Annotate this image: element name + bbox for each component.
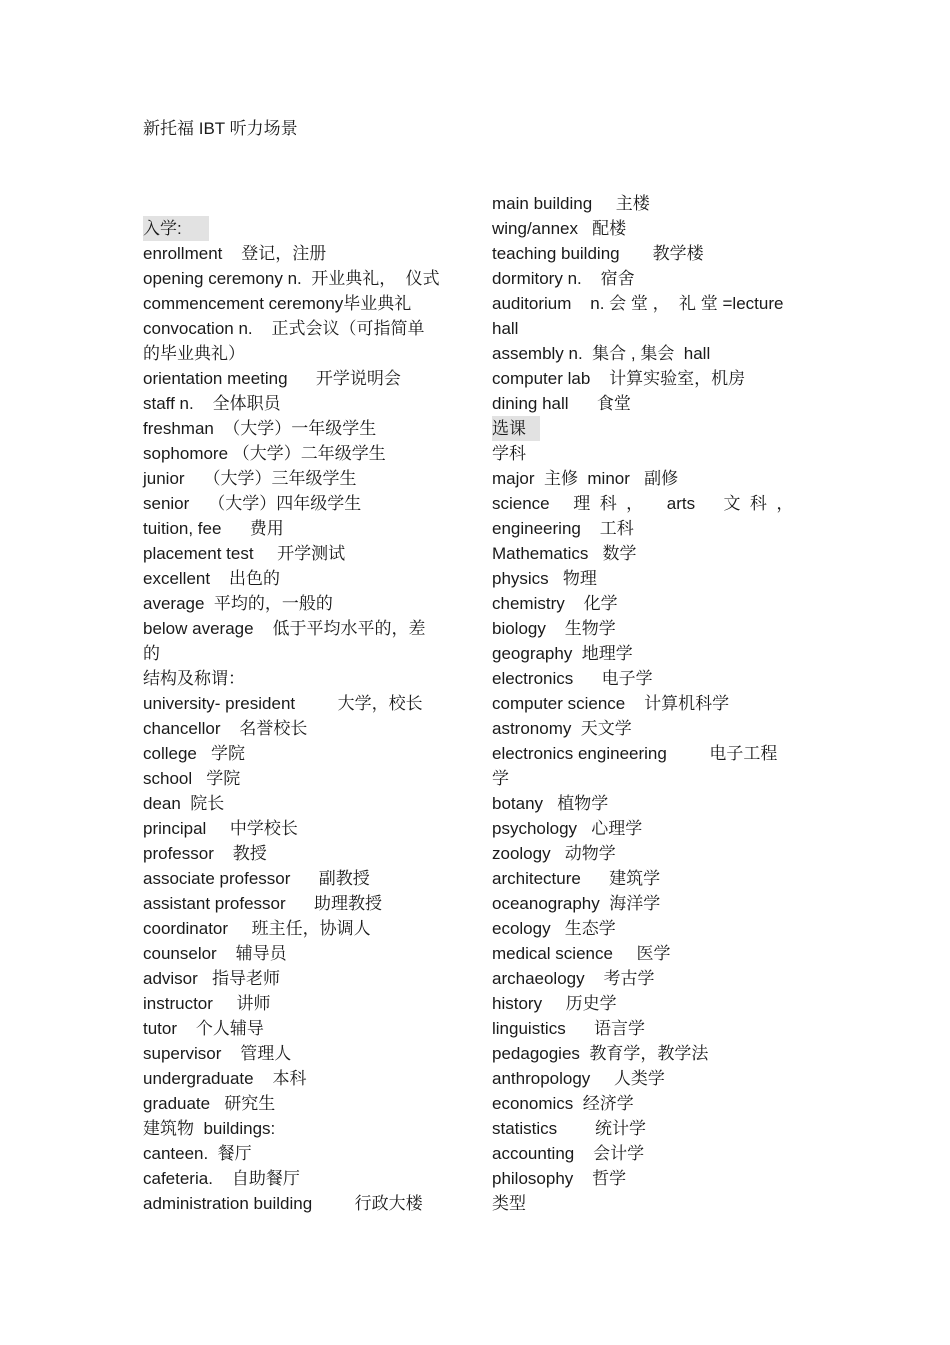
vocab-text: 结构及称谓：: [143, 669, 245, 688]
vocab-line: [492, 1041, 807, 1066]
vocab-line: [492, 566, 807, 591]
vocab-line: [143, 291, 458, 316]
vocab-text: professor 教授: [143, 844, 267, 863]
vocab-line: [492, 516, 807, 541]
vocab-line: [143, 841, 458, 866]
vocab-text: coordinator 班主任，协调人: [143, 919, 371, 938]
vocab-line: [143, 366, 458, 391]
vocab-text: advisor 指导老师: [143, 969, 280, 988]
vocab-text: ecology 生态学: [492, 919, 616, 938]
vocab-line: [492, 891, 807, 916]
vocab-text: assistant professor 助理教授: [143, 894, 383, 913]
vocab-line: [492, 216, 807, 241]
vocab-line: [143, 741, 458, 766]
vocab-line: [143, 716, 458, 741]
vocab-text: 建筑物 buildings:: [143, 1119, 276, 1138]
vocab-text: undergraduate 本科: [143, 1069, 307, 1088]
vocab-text: orientation meeting 开学说明会: [143, 369, 401, 388]
vocab-text: zoology 动物学: [492, 844, 616, 863]
vocab-text: school 学院: [143, 769, 241, 788]
vocab-line: [143, 991, 458, 1016]
vocab-text: placement test 开学测试: [143, 544, 346, 563]
vocab-text: excellent 出色的: [143, 569, 280, 588]
vocab-line: [143, 341, 458, 366]
vocab-line: [143, 791, 458, 816]
vocab-text: college 学院: [143, 744, 246, 763]
vocab-line: [492, 316, 807, 341]
vocab-line: [492, 616, 807, 641]
vocab-text: dining hall 食堂: [492, 394, 631, 413]
vocab-line: [143, 691, 458, 716]
vocab-line: [492, 766, 807, 791]
vocab-text: staff n. 全体职员: [143, 394, 281, 413]
vocab-line: [492, 1191, 807, 1216]
vocab-line: [143, 516, 458, 541]
vocab-text: canteen. 餐厅: [143, 1144, 252, 1163]
vocab-text: linguistics 语言学: [492, 1019, 646, 1038]
vocab-text: instructor 讲师: [143, 994, 271, 1013]
vocab-line: [143, 216, 458, 241]
vocab-text: senior （大学）四年级学生: [143, 494, 362, 513]
vocab-line: [492, 441, 807, 466]
vocab-line: [492, 691, 807, 716]
vocab-text: opening ceremony n. 开业典礼， 仪式: [143, 269, 440, 288]
vocab-line: [492, 1166, 807, 1191]
vocab-line: [143, 1166, 458, 1191]
vocab-line: [492, 641, 807, 666]
document-title: 新托福 IBT 听力场景: [143, 119, 298, 138]
vocab-line: [143, 1091, 458, 1116]
vocab-text: geography 地理学: [492, 644, 633, 663]
vocab-text: junior （大学）三年级学生: [143, 469, 357, 488]
vocab-line: [492, 266, 807, 291]
vocab-text: pedagogies 教育学，教学法: [492, 1044, 709, 1063]
vocab-line: [143, 1141, 458, 1166]
vocab-text: dean 院长: [143, 794, 225, 813]
vocab-text: freshman （大学）一年级学生: [143, 419, 377, 438]
vocab-text: principal 中学校长: [143, 819, 298, 838]
right-column: [492, 191, 807, 1216]
vocab-text: associate professor 副教授: [143, 869, 370, 888]
left-column: [143, 191, 458, 1216]
vocab-line: [143, 1191, 458, 1216]
vocab-text: sophomore （大学）二年级学生: [143, 444, 386, 463]
vocab-text: average 平均的，一般的: [143, 594, 333, 613]
vocab-text: electronics 电子学: [492, 669, 653, 688]
vocab-text: below average 低于平均水平的，差: [143, 619, 426, 638]
vocab-text: anthropology 人类学: [492, 1069, 665, 1088]
vocab-text: biology 生物学: [492, 619, 616, 638]
vocab-text: university- president 大学，校长: [143, 694, 423, 713]
vocab-text: botany 植物学: [492, 794, 609, 813]
vocab-text: graduate 研究生: [143, 1094, 276, 1113]
vocab-text: physics 物理: [492, 569, 597, 588]
vocab-line: [143, 566, 458, 591]
vocab-line: [143, 1041, 458, 1066]
vocab-text: history 历史学: [492, 994, 617, 1013]
vocab-line: [143, 916, 458, 941]
vocab-text: tutor 个人辅导: [143, 1019, 264, 1038]
vocab-text: architecture 建筑学: [492, 869, 661, 888]
vocab-line: [143, 591, 458, 616]
vocab-line: [143, 541, 458, 566]
section-heading: 选课: [492, 416, 540, 441]
vocab-text: electronics engineering 电子工程: [492, 744, 778, 763]
vocab-line: [492, 491, 807, 516]
vocab-line: [143, 266, 458, 291]
vocab-text: oceanography 海洋学: [492, 894, 661, 913]
vocab-text: 的毕业典礼）: [143, 344, 245, 363]
vocab-line: [492, 791, 807, 816]
vocab-line: [492, 866, 807, 891]
vocab-text: major 主修 minor 副修: [492, 469, 679, 488]
vocab-text: 类型: [492, 1194, 526, 1213]
vocab-text: engineering 工科: [492, 519, 634, 538]
vocab-text: [143, 194, 148, 213]
vocab-line: [492, 1116, 807, 1141]
vocab-line: [492, 966, 807, 991]
vocab-line: [492, 241, 807, 266]
vocab-text: archaeology 考古学: [492, 969, 655, 988]
vocab-line: [143, 891, 458, 916]
vocab-line: [492, 991, 807, 1016]
vocab-text: Mathematics 数学: [492, 544, 637, 563]
vocab-line: [492, 591, 807, 616]
vocab-text: philosophy 哲学: [492, 1169, 627, 1188]
vocab-text: assembly n. 集合 , 集会 hall: [492, 344, 711, 363]
vocab-text: computer science 计算机科学: [492, 694, 730, 713]
vocab-text: science 理 科 ， arts 文 科 ，: [492, 494, 794, 513]
vocab-line: [143, 766, 458, 791]
vocab-line: [143, 441, 458, 466]
vocab-line: [492, 916, 807, 941]
vocab-text: chemistry 化学: [492, 594, 618, 613]
vocab-line: [492, 666, 807, 691]
vocab-text: counselor 辅导员: [143, 944, 287, 963]
vocab-text: medical science 医学: [492, 944, 671, 963]
section-heading: 入学:: [143, 216, 209, 241]
vocab-line: [492, 1091, 807, 1116]
vocab-text: accounting 会计学: [492, 1144, 645, 1163]
vocab-line: [492, 941, 807, 966]
vocab-line: [143, 241, 458, 266]
vocab-text: main building 主楼: [492, 194, 650, 213]
vocab-text: tuition, fee 费用: [143, 519, 284, 538]
vocab-text: statistics 统计学: [492, 1119, 646, 1138]
vocab-line: [143, 1116, 458, 1141]
vocab-text: dormitory n. 宿舍: [492, 269, 635, 288]
vocab-text: astronomy 天文学: [492, 719, 632, 738]
vocab-text: enrollment 登记，注册: [143, 244, 327, 263]
vocab-text: supervisor 管理人: [143, 1044, 292, 1063]
vocab-text: chancellor 名誉校长: [143, 719, 308, 738]
vocab-line: [143, 666, 458, 691]
vocab-line: [492, 341, 807, 366]
vocab-line: [143, 966, 458, 991]
vocab-text: computer lab 计算实验室，机房: [492, 369, 746, 388]
vocab-line: [492, 1141, 807, 1166]
vocab-line: [492, 541, 807, 566]
vocab-text: wing/annex 配楼: [492, 219, 627, 238]
vocab-line: [143, 866, 458, 891]
vocab-line: [492, 366, 807, 391]
vocab-line: [143, 191, 458, 216]
vocab-text: 学科: [492, 444, 526, 463]
vocab-line: [143, 391, 458, 416]
vocab-text: commencement ceremony毕业典礼: [143, 294, 412, 313]
vocab-text: economics 经济学: [492, 1094, 634, 1113]
vocab-text: cafeteria. 自助餐厅: [143, 1169, 300, 1188]
vocab-text: administration building 行政大楼: [143, 1194, 423, 1213]
vocab-line: [492, 1016, 807, 1041]
vocab-line: [492, 1066, 807, 1091]
vocab-line: [143, 416, 458, 441]
vocab-line: [143, 816, 458, 841]
vocab-line: [143, 1066, 458, 1091]
vocab-line: [143, 641, 458, 666]
vocab-line: [143, 941, 458, 966]
vocab-text: 的: [143, 644, 160, 663]
vocab-line: [492, 716, 807, 741]
vocab-text: teaching building 教学楼: [492, 244, 704, 263]
vocab-line: [143, 466, 458, 491]
vocab-text: psychology 心理学: [492, 819, 643, 838]
vocab-line: [492, 416, 807, 441]
vocab-line: [143, 491, 458, 516]
vocab-line: [492, 391, 807, 416]
vocab-line: [492, 741, 807, 766]
vocab-line: [492, 841, 807, 866]
vocab-text: auditorium n. 会 堂 ， 礼 堂 =lecture: [492, 294, 784, 313]
vocab-line: [143, 616, 458, 641]
vocab-line: [492, 291, 807, 316]
vocab-line: [492, 816, 807, 841]
vocab-text: convocation n. 正式会议（可指简单: [143, 319, 425, 338]
vocab-line: [143, 316, 458, 341]
vocab-line: [143, 1016, 458, 1041]
vocab-line: [492, 191, 807, 216]
vocab-text: hall: [492, 319, 519, 338]
vocab-line: [492, 466, 807, 491]
vocab-text: 学: [492, 769, 509, 788]
